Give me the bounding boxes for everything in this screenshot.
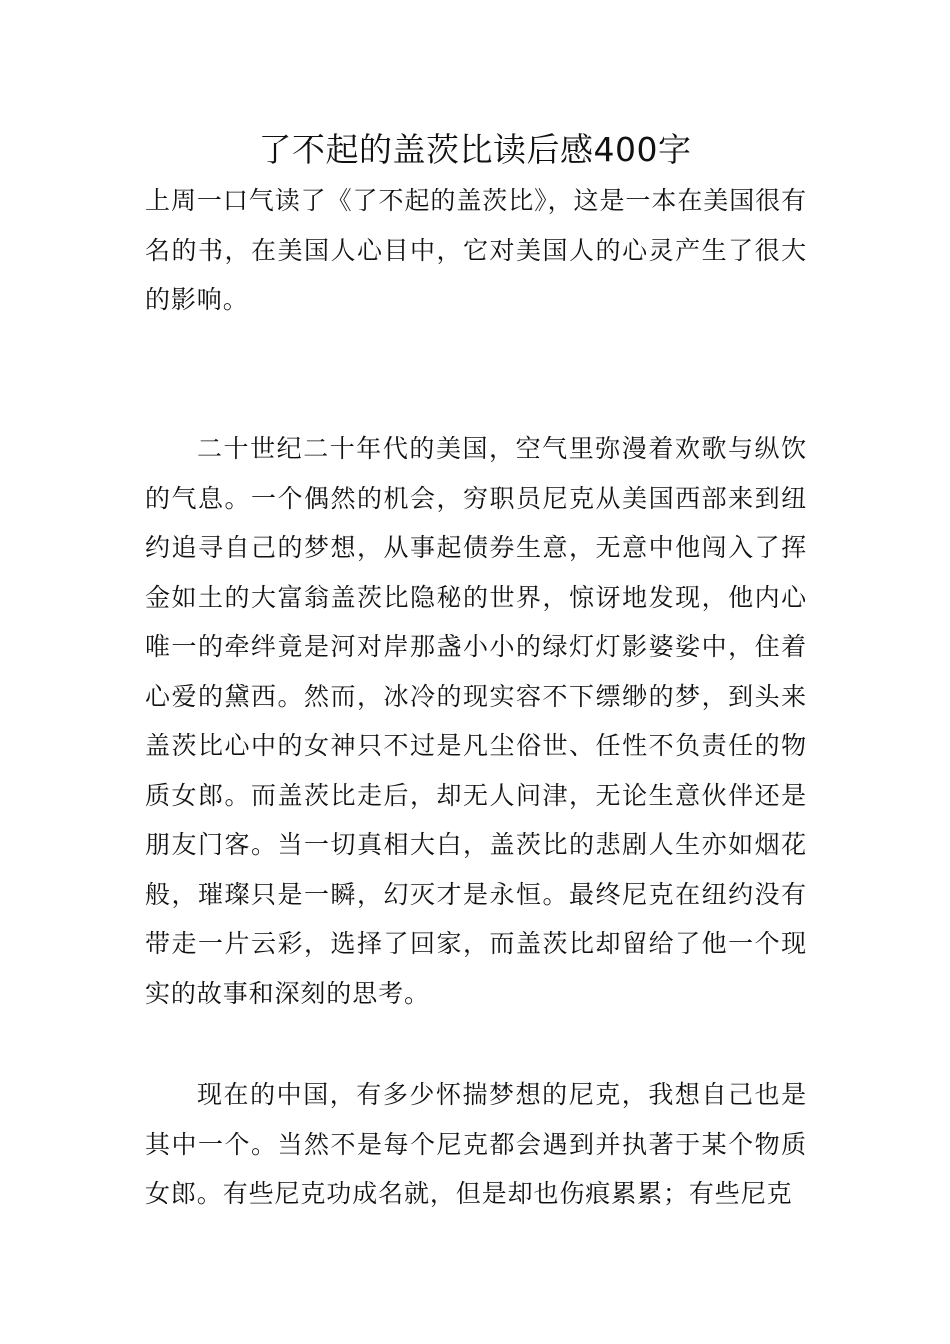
document-title: 了不起的盖茨比读后感400字 — [258, 130, 692, 169]
paragraph-reflection: 现在的中国，有多少怀揣梦想的尼克，我想自己也是其中一个。当然不是每个尼克都会遇到并执著于某个物质女郎。有些尼克功成名就，但是却也伤痕累累；有些尼克 — [145, 1080, 807, 1208]
paragraph-summary: 二十世纪二十年代的美国，空气里弥漫着欢歌与纵饮的气息。一个偶然的机会，穷职员尼克从美国西部来到纽约追寻自己的梦想，从事起债券生意，无意中他闯入了挥金如土的大富翁盖茨比隐秘的世界，惊讶地发现，他内心唯一的牵绊竟是河对岸那盏小小的绿灯灯影婆娑中，住着心爱的黛西。然而，冰冷的现实容不下缥缈的梦，到头来盖茨比心中的女神只不过是凡尘俗世、任性不负责任的物质女郎。而盖茨比走后，却无人问津，无论生意伙伴还是朋友门客。当一切真相大白，盖茨比的悲剧人生亦如烟花般，璀璨只是一瞬，幻灭才是永恒。最终尼克在纽约没有带走一片云彩，选择了回家，而盖茨比却留给了他一个现实的故事和深刻的思考。 — [145, 434, 807, 1008]
paragraph-intro: 上周一口气读了《了不起的盖茨比》，这是一本在美国很有名的书，在美国人心目中，它对美国人的心灵产生了很大的影响。 — [145, 186, 807, 314]
